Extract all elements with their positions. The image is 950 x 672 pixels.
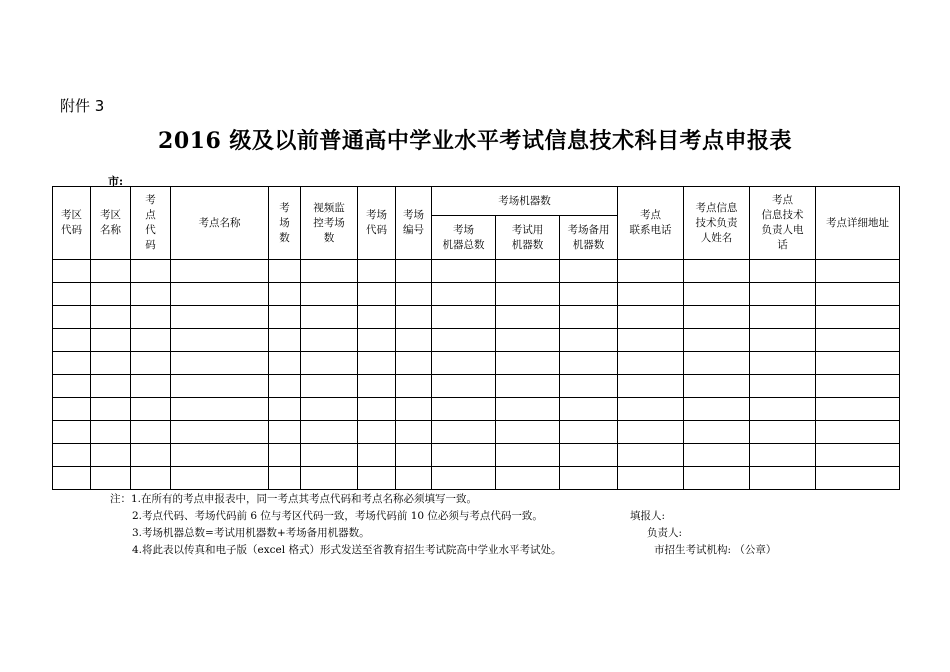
table-cell[interactable] — [131, 375, 171, 398]
table-cell[interactable] — [358, 352, 396, 375]
application-table — [52, 186, 900, 490]
table-cell[interactable] — [269, 421, 301, 444]
table-cell[interactable] — [684, 375, 750, 398]
table-cell[interactable] — [358, 467, 396, 490]
responsible-signature: 负责人: — [647, 527, 683, 539]
header-total-machines: 考场 机器总数 — [432, 216, 496, 260]
table-cell[interactable] — [91, 444, 131, 467]
table-cell[interactable] — [396, 306, 432, 329]
table-cell[interactable] — [269, 283, 301, 306]
table-cell[interactable] — [750, 260, 816, 283]
table-cell[interactable] — [301, 306, 358, 329]
header-site-code: 考 点 代 码 — [131, 187, 171, 260]
table-cell[interactable] — [131, 444, 171, 467]
table-cell[interactable] — [91, 283, 131, 306]
page-title: 2016 级及以前普通高中学业水平考试信息技术科目考点申报表 — [158, 128, 792, 154]
header-district-name: 考区 名称 — [91, 187, 131, 260]
city-label: 市: — [108, 175, 124, 188]
table-cell[interactable] — [396, 352, 432, 375]
header-exam-machines: 考试用 机器数 — [496, 216, 560, 260]
table-cell[interactable] — [91, 398, 131, 421]
note-2: 2.考点代码、考场代码前 6 位与考区代码一致，考场代码前 10 位必须与考点代码一致。 — [132, 510, 543, 522]
header-site-phone: 考点 联系电话 — [618, 187, 684, 260]
table-cell[interactable] — [301, 375, 358, 398]
header-room-count: 考 场 数 — [269, 187, 301, 260]
header-room-number: 考场 编号 — [396, 187, 432, 260]
table-cell[interactable] — [358, 306, 396, 329]
table-row — [53, 329, 900, 352]
table-cell[interactable] — [91, 329, 131, 352]
filler-signature: 填报人: — [630, 510, 666, 522]
table-cell[interactable] — [684, 329, 750, 352]
table-cell[interactable] — [816, 283, 900, 306]
table-cell[interactable] — [496, 375, 560, 398]
table-cell[interactable] — [269, 260, 301, 283]
table-cell[interactable] — [358, 283, 396, 306]
table-cell[interactable] — [618, 444, 684, 467]
note-1: 注：1.在所有的考点申报表中，同一考点其考点代码和考点名称必须填写一致。 — [110, 493, 478, 505]
table-cell[interactable] — [171, 260, 269, 283]
table-cell[interactable] — [358, 398, 396, 421]
table-cell[interactable] — [171, 329, 269, 352]
table-cell[interactable] — [684, 444, 750, 467]
table-cell[interactable] — [432, 421, 496, 444]
table-cell[interactable] — [269, 444, 301, 467]
table-cell[interactable] — [560, 329, 618, 352]
table-cell[interactable] — [53, 467, 91, 490]
table-cell[interactable] — [171, 352, 269, 375]
table-cell[interactable] — [53, 329, 91, 352]
institution-seal: 市招生考试机构: （公章） — [654, 544, 777, 556]
table-cell[interactable] — [301, 398, 358, 421]
header-machine-count-group: 考场机器数 — [432, 187, 618, 216]
table-cell[interactable] — [432, 352, 496, 375]
table-cell[interactable] — [816, 444, 900, 467]
table-cell[interactable] — [53, 375, 91, 398]
table-cell[interactable] — [53, 421, 91, 444]
table-cell[interactable] — [269, 329, 301, 352]
table-cell[interactable] — [432, 467, 496, 490]
attachment-label: 附件 3 — [60, 97, 105, 115]
table-cell[interactable] — [358, 329, 396, 352]
table-cell[interactable] — [432, 283, 496, 306]
table-cell[interactable] — [618, 260, 684, 283]
table-cell[interactable] — [432, 306, 496, 329]
table-row — [53, 421, 900, 444]
table-cell[interactable] — [618, 375, 684, 398]
table-cell[interactable] — [358, 421, 396, 444]
table-cell[interactable] — [301, 329, 358, 352]
header-it-lead-phone: 考点 信息技术 负责人电 话 — [750, 187, 816, 260]
table-cell[interactable] — [171, 444, 269, 467]
table-cell[interactable] — [750, 352, 816, 375]
header-site-name: 考点名称 — [171, 187, 269, 260]
table-cell[interactable] — [750, 467, 816, 490]
table-cell[interactable] — [53, 352, 91, 375]
table-cell[interactable] — [131, 421, 171, 444]
table-cell[interactable] — [816, 329, 900, 352]
table-cell[interactable] — [432, 398, 496, 421]
header-video-room-count: 视频监 控考场 数 — [301, 187, 358, 260]
table-cell[interactable] — [816, 421, 900, 444]
table-row — [53, 352, 900, 375]
table-cell[interactable] — [269, 306, 301, 329]
table-cell[interactable] — [396, 444, 432, 467]
table-cell[interactable] — [750, 444, 816, 467]
table-row — [53, 467, 900, 490]
table-cell[interactable] — [131, 329, 171, 352]
table-row — [53, 306, 900, 329]
table-cell[interactable] — [171, 467, 269, 490]
table-cell[interactable] — [560, 375, 618, 398]
table-cell[interactable] — [91, 260, 131, 283]
table-cell[interactable] — [560, 421, 618, 444]
table-cell[interactable] — [618, 306, 684, 329]
table-cell[interactable] — [301, 260, 358, 283]
table-cell[interactable] — [496, 283, 560, 306]
table-cell[interactable] — [358, 444, 396, 467]
table-cell[interactable] — [53, 283, 91, 306]
table-cell[interactable] — [53, 306, 91, 329]
table-cell[interactable] — [131, 352, 171, 375]
table-cell[interactable] — [91, 467, 131, 490]
table-cell[interactable] — [131, 306, 171, 329]
table-cell[interactable] — [618, 467, 684, 490]
table-cell[interactable] — [750, 329, 816, 352]
table-cell[interactable] — [560, 444, 618, 467]
table-cell[interactable] — [618, 352, 684, 375]
table-cell[interactable] — [396, 260, 432, 283]
table-cell[interactable] — [816, 398, 900, 421]
table-cell[interactable] — [684, 352, 750, 375]
table-cell[interactable] — [269, 375, 301, 398]
table-cell[interactable] — [171, 306, 269, 329]
table-cell[interactable] — [496, 398, 560, 421]
table-cell[interactable] — [816, 467, 900, 490]
table-cell[interactable] — [171, 375, 269, 398]
table-cell[interactable] — [618, 421, 684, 444]
header-it-lead-name: 考点信息 技术负责 人姓名 — [684, 187, 750, 260]
table-cell[interactable] — [396, 398, 432, 421]
table-cell[interactable] — [750, 375, 816, 398]
table-cell[interactable] — [816, 375, 900, 398]
table-cell[interactable] — [131, 467, 171, 490]
table-cell[interactable] — [432, 329, 496, 352]
table-row — [53, 444, 900, 467]
table-cell[interactable] — [750, 283, 816, 306]
table-cell[interactable] — [432, 260, 496, 283]
table-cell[interactable] — [560, 398, 618, 421]
table-cell[interactable] — [53, 398, 91, 421]
header-site-address: 考点详细地址 — [816, 187, 900, 260]
table-cell[interactable] — [618, 398, 684, 421]
table-cell[interactable] — [301, 421, 358, 444]
table-cell[interactable] — [301, 467, 358, 490]
table-cell[interactable] — [396, 283, 432, 306]
table-cell[interactable] — [496, 444, 560, 467]
table-cell[interactable] — [358, 260, 396, 283]
table-cell[interactable] — [269, 398, 301, 421]
table-cell[interactable] — [396, 329, 432, 352]
table-cell[interactable] — [684, 283, 750, 306]
table-row — [53, 398, 900, 421]
table-cell[interactable] — [396, 421, 432, 444]
table-cell[interactable] — [496, 260, 560, 283]
table-cell[interactable] — [496, 352, 560, 375]
table-cell[interactable] — [816, 352, 900, 375]
table-cell[interactable] — [269, 352, 301, 375]
table-cell[interactable] — [131, 283, 171, 306]
table-cell[interactable] — [171, 398, 269, 421]
note-4: 4.将此表以传真和电子版（excel 格式）形式发送至省教育招生考试院高中学业水平考试处。 — [132, 544, 562, 556]
table-cell[interactable] — [131, 260, 171, 283]
table-cell[interactable] — [91, 375, 131, 398]
table-cell[interactable] — [496, 329, 560, 352]
table-cell[interactable] — [91, 352, 131, 375]
header-room-code: 考场 代码 — [358, 187, 396, 260]
table-cell[interactable] — [432, 444, 496, 467]
table-cell[interactable] — [301, 283, 358, 306]
notes — [110, 491, 561, 559]
table-cell[interactable] — [301, 352, 358, 375]
table-cell[interactable] — [53, 260, 91, 283]
table-cell[interactable] — [496, 306, 560, 329]
table-cell[interactable] — [816, 306, 900, 329]
note-3: 3.考场机器总数=考试用机器数+考场备用机器数。 — [132, 527, 370, 539]
table-row — [53, 260, 900, 283]
table-cell[interactable] — [269, 467, 301, 490]
table-cell[interactable] — [618, 329, 684, 352]
table-cell[interactable] — [496, 467, 560, 490]
table-cell[interactable] — [560, 283, 618, 306]
table-cell[interactable] — [560, 352, 618, 375]
table-cell[interactable] — [684, 398, 750, 421]
table-cell[interactable] — [131, 398, 171, 421]
table-cell[interactable] — [750, 306, 816, 329]
table-cell[interactable] — [560, 306, 618, 329]
table-cell[interactable] — [396, 375, 432, 398]
table-cell[interactable] — [91, 306, 131, 329]
table-row — [53, 283, 900, 306]
table-cell[interactable] — [560, 260, 618, 283]
header-district-code: 考区 代码 — [53, 187, 91, 260]
table-cell[interactable] — [684, 421, 750, 444]
table-cell[interactable] — [496, 421, 560, 444]
table-cell[interactable] — [618, 283, 684, 306]
table-cell[interactable] — [560, 467, 618, 490]
table-cell[interactable] — [171, 421, 269, 444]
table-cell[interactable] — [358, 375, 396, 398]
table-cell[interactable] — [750, 421, 816, 444]
table-cell[interactable] — [816, 260, 900, 283]
table-cell[interactable] — [750, 398, 816, 421]
table-cell[interactable] — [684, 306, 750, 329]
table-cell[interactable] — [171, 283, 269, 306]
table-cell[interactable] — [432, 375, 496, 398]
table-cell[interactable] — [396, 467, 432, 490]
table-cell[interactable] — [684, 467, 750, 490]
table-cell[interactable] — [53, 444, 91, 467]
table-cell[interactable] — [684, 260, 750, 283]
header-spare-machines: 考场备用 机器数 — [560, 216, 618, 260]
table-row — [53, 375, 900, 398]
table-cell[interactable] — [91, 421, 131, 444]
table-cell[interactable] — [301, 444, 358, 467]
